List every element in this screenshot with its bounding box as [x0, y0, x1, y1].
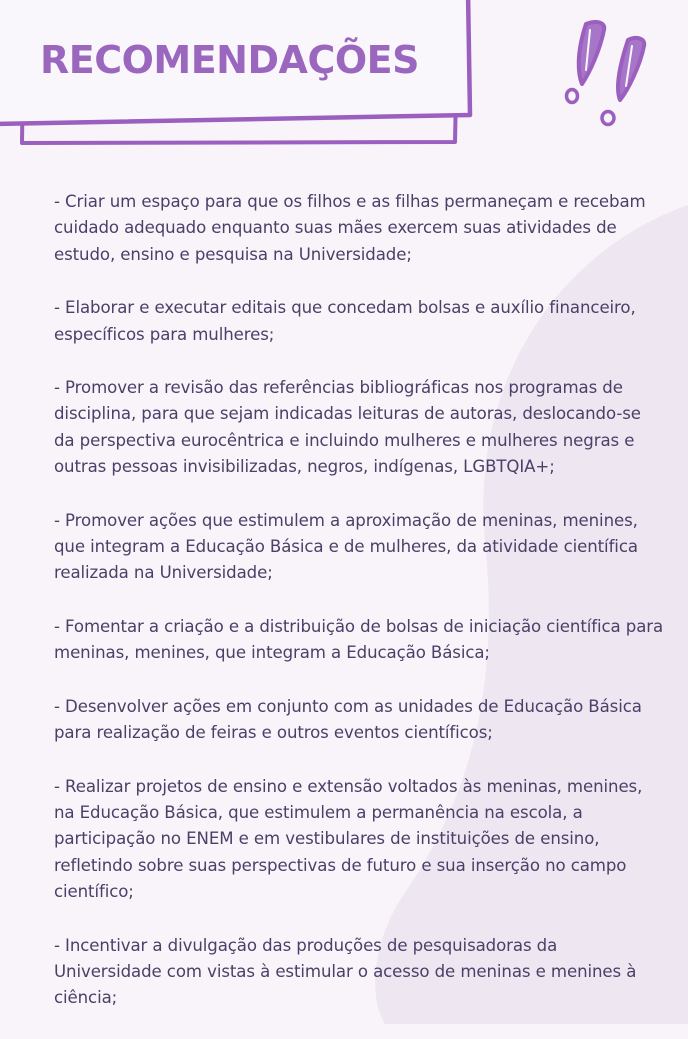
- recommendation-item: - Promover ações que estimulem a aproximação de meninas, menines, que integram a Educação Básica e de mulheres, da atividade científica realizada na Universidade;: [54, 510, 638, 583]
- page-title: RECOMENDAÇÕES: [40, 38, 419, 82]
- recommendation-item: - Desenvolver ações em conjunto com as unidades de Educação Básica para realização de feiras e outros eventos científicos;: [54, 696, 642, 743]
- recommendation-item: - Promover a revisão das referências bibliográficas nos programas de disciplina, para que sejam indicadas leituras de autoras, deslocando-se da perspectiva eurocêntrica e incluindo mulheres e mulheres negras e outras pessoas invisibilizadas, negros, indígenas, LGBTQIA+;: [54, 378, 641, 477]
- recommendation-item: - Criar um espaço para que os filhos e as filhas permaneçam e recebam cuidado adequado enquanto suas mães exercem suas atividades de estudo, ensino e pesquisa na Universidade;: [54, 192, 646, 264]
- recommendation-item: - Incentivar a divulgação das produções de pesquisadoras da Universidade com vistas à estimular o acesso de meninas e menines à ciência;: [54, 935, 637, 1008]
- double-exclamation-icon: [556, 14, 656, 132]
- recommendation-item: - Fomentar a criação e a distribuição de bolsas de iniciação científica para meninas, menines, que integram a Educação Básica;: [54, 616, 664, 663]
- recommendation-item: - Realizar projetos de ensino e extensão voltados às meninas, menines, na Educação Básica, que estimulem a permanência na escola, a participação no ENEM e em vestibulares de instituições de ensino, refletindo sobre suas perspectivas de futuro e sua inserção no campo científico;: [54, 776, 643, 902]
- recommendation-item: - Elaborar e executar editais que concedam bolsas e auxílio financeiro, específicos para mulheres;: [54, 298, 636, 344]
- recommendations-list: [54, 189, 666, 1039]
